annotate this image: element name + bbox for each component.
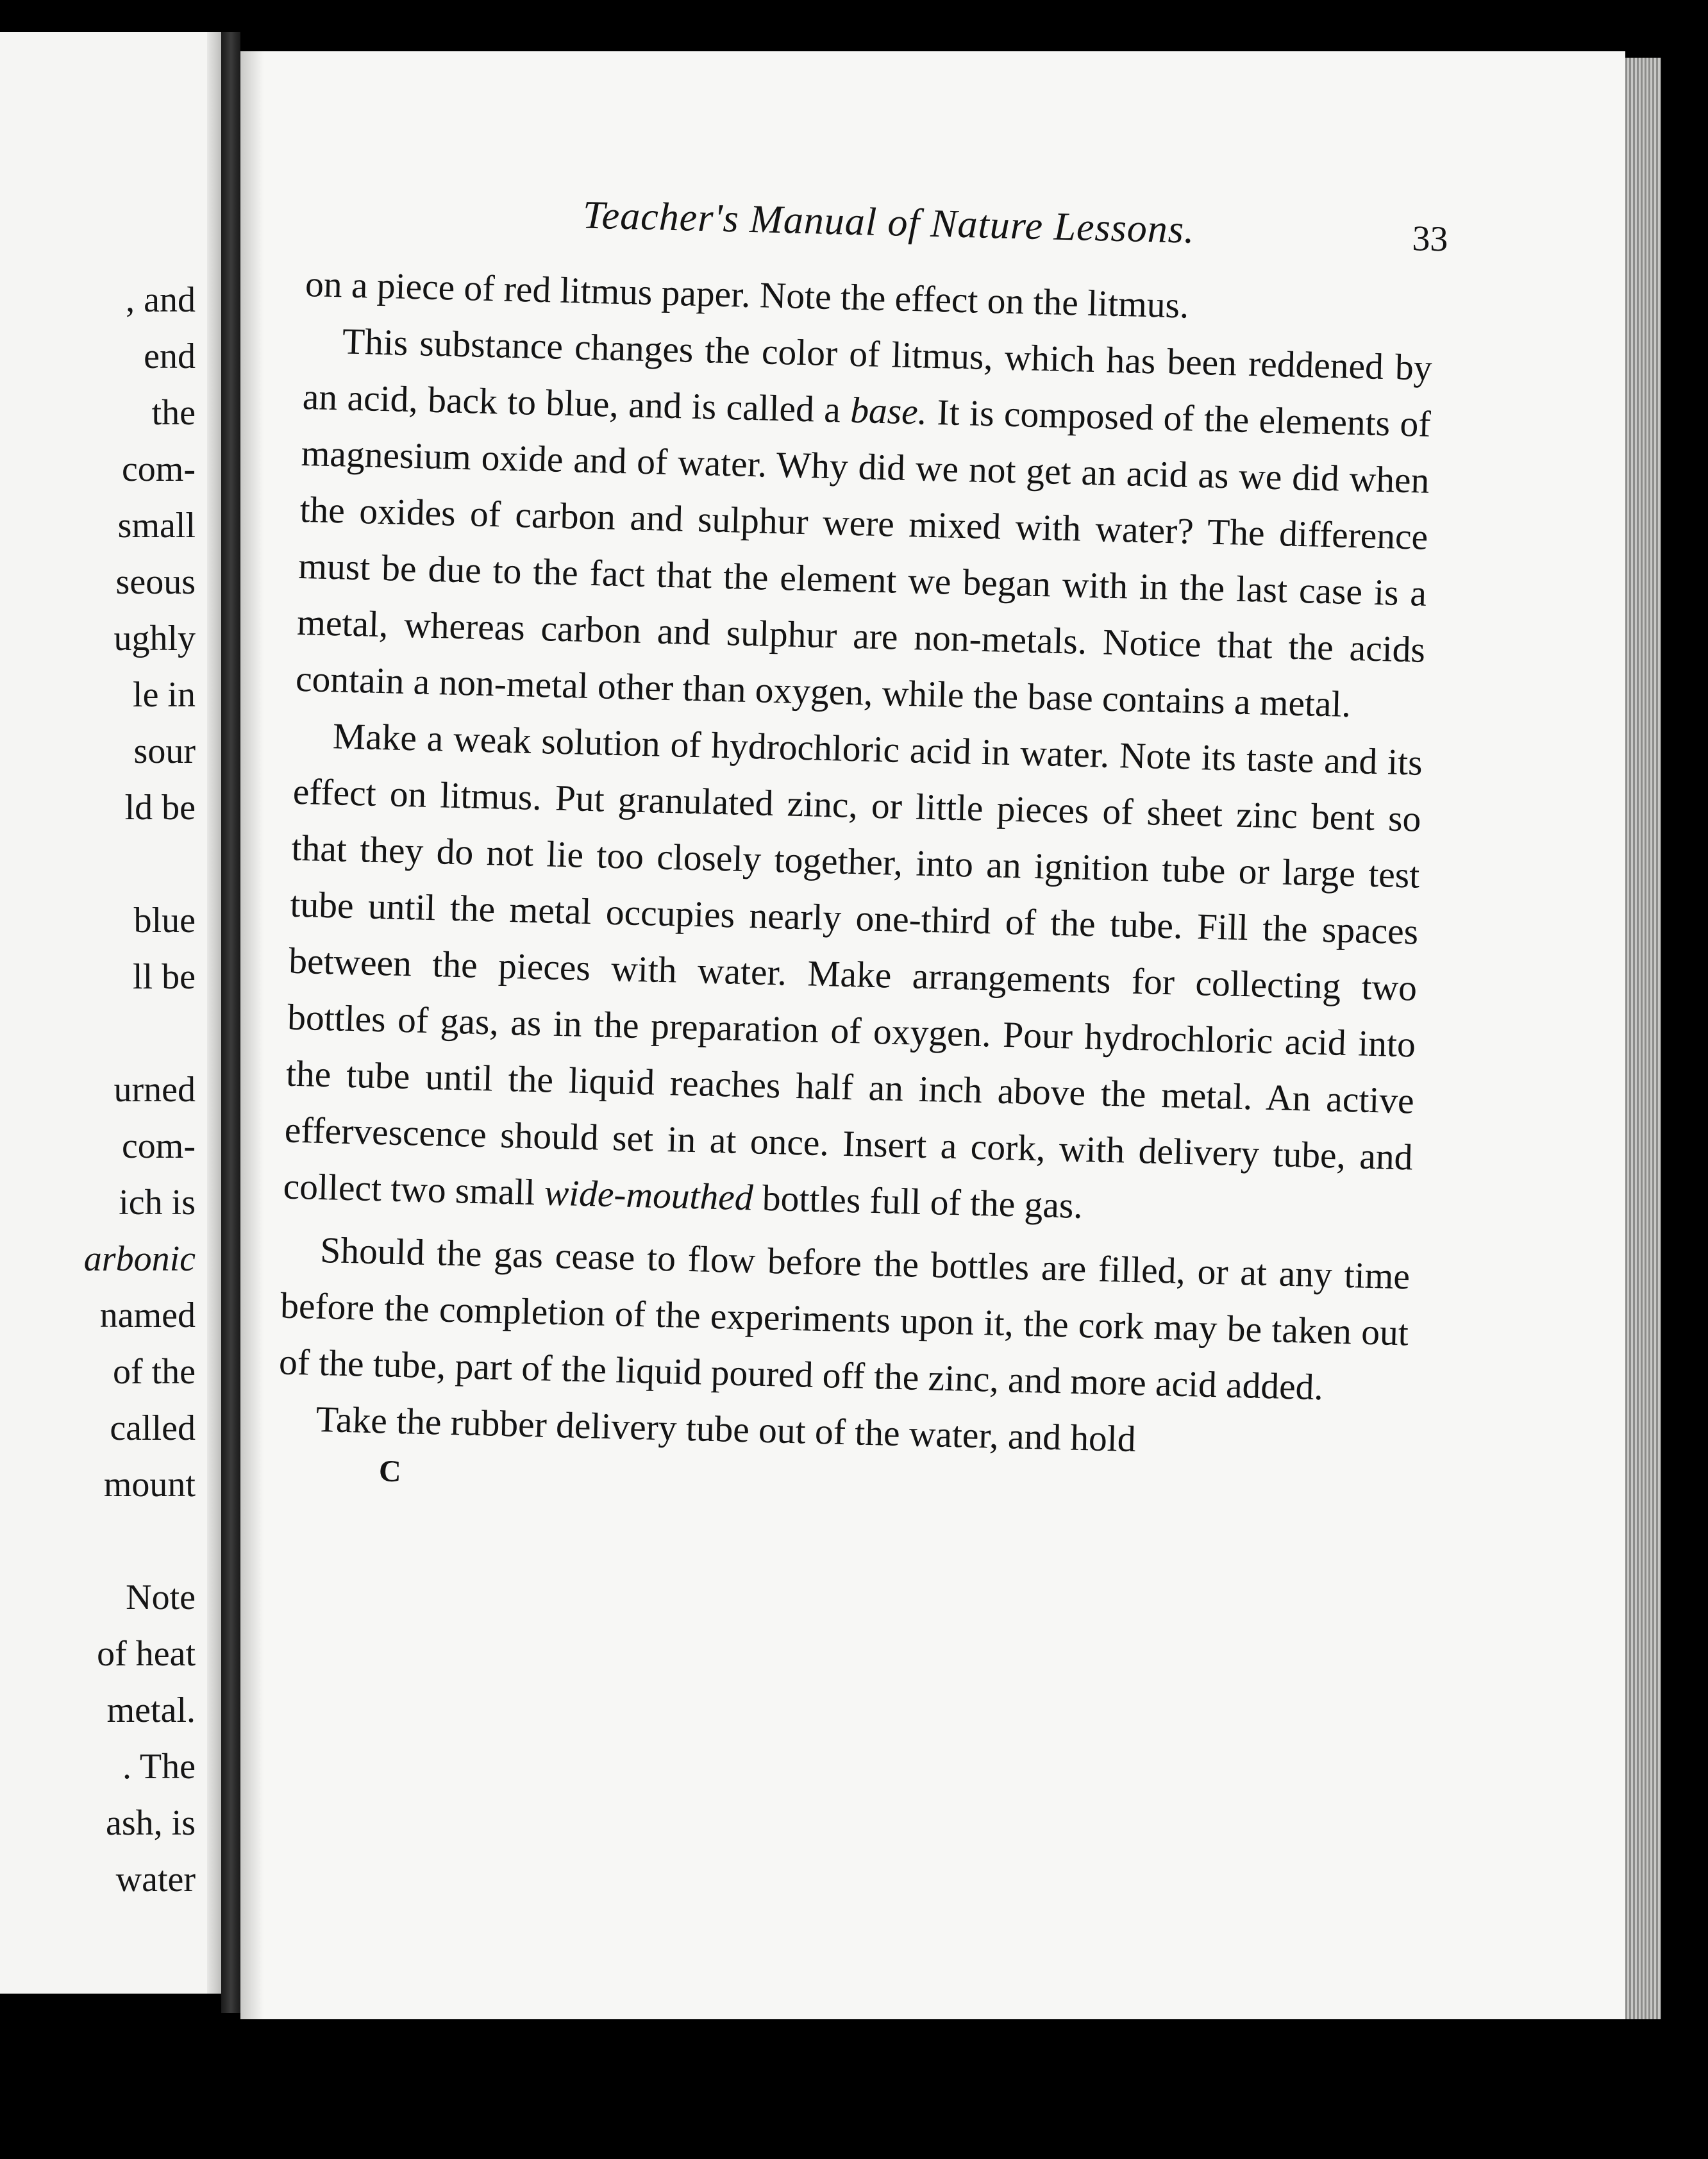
running-head-title: Teacher's Manual of Nature Lessons. [582, 193, 1196, 252]
paragraph-4: Should the gas cease to flow before the bottles are filled, or at any time before the completion of the experiments upon it, the cork may be taken out of the tube, part of the liquid poured off the zinc, and more acid added. [278, 1230, 1411, 1408]
paragraph-3 [283, 708, 1423, 1243]
left-page-fragment: arbonic [83, 1239, 196, 1279]
book-gutter [221, 32, 240, 2013]
left-page-fragment: Note [126, 1578, 196, 1617]
term-base: base. [850, 390, 928, 433]
left-page-fragment: sour [133, 731, 196, 771]
left-page-fragment: ughly [113, 619, 196, 658]
left-page-fragment: the [151, 393, 196, 433]
signature-mark: C [378, 1454, 402, 1489]
paragraph-5: Take the rubber delivery tube out of the water, and hold [315, 1399, 1137, 1460]
left-page-fragment: com- [121, 1126, 196, 1166]
left-page-fragment: small [117, 506, 196, 546]
term-wide-mouthed: wide-mouthed [544, 1172, 754, 1219]
left-page-fragment: water [115, 1860, 196, 1899]
left-page-fragment: com- [121, 449, 196, 489]
left-page-fragment: seous [115, 562, 196, 602]
left-page-fragment: end [144, 337, 196, 376]
paragraph-1: on a piece of red litmus paper. Note the effect on the litmus. [305, 263, 1190, 326]
left-page-fragment: , and [126, 280, 196, 320]
left-page-fragment: ll be [133, 957, 196, 997]
left-page-fragment: ld be [124, 788, 196, 828]
left-page-fragment: le in [133, 675, 196, 715]
page-stack-edge [1625, 58, 1661, 2019]
left-page-edge-shadow [207, 32, 221, 1994]
facing-page-left [0, 32, 221, 1994]
paragraph-2 [295, 313, 1433, 735]
page-number: 33 [1411, 219, 1449, 260]
page-inner-shadow [240, 51, 264, 2019]
left-page-fragment: ich is [119, 1183, 196, 1222]
left-page-fragment: ash, is [106, 1803, 196, 1843]
left-page-fragment: urned [113, 1070, 196, 1110]
paragraph-3-part-a: Make a weak solution of hydrochloric acid in water. Note its taste and its effect on litmus. Put granulated zinc, or little pieces of sheet zinc bent so that they do not lie too closely together, into an ignition tube or large test tube until the metal occupies nearly one-third of the tube. Fill the spaces between the pieces with water. Make arrangements for collecting two bottles of gas, as in the preparation of oxygen. Pour hydrochloric acid into the tube until the liquid reaches half an inch above the metal. An active effervescence should set in at once. Insert a cork, with delivery tube, and collect two small [283, 716, 1423, 1213]
left-page-fragment: named [99, 1296, 196, 1335]
paragraph-2-part-a: This substance changes the color of litmus, which has been reddened by an acid, back to blue, and is called a [302, 321, 1433, 431]
left-page-fragment: of the [112, 1352, 196, 1392]
paragraph-3-part-b: bottles full of the gas. [752, 1178, 1084, 1226]
left-page-fragment: of heat [97, 1634, 196, 1674]
paragraph-2-part-b: It is composed of the elements of magnesium oxide and of water. Why did we not get an acid as we did when the oxides of carbon and sulphur were mixed with water? The difference must be due to the fact that the element we began with in the last case is a metal, whereas carbon and sulphur are non-metals. Notice that the acids contain a non-metal other than oxygen, while the base contains a metal. [295, 392, 1432, 725]
left-page-fragment: blue [133, 901, 196, 940]
left-page-fragment: called [110, 1408, 196, 1448]
page-content [276, 186, 1449, 1513]
left-page-fragment: metal. [106, 1690, 196, 1730]
left-page-fragment: . The [122, 1747, 196, 1787]
left-page-fragment: mount [103, 1465, 196, 1505]
